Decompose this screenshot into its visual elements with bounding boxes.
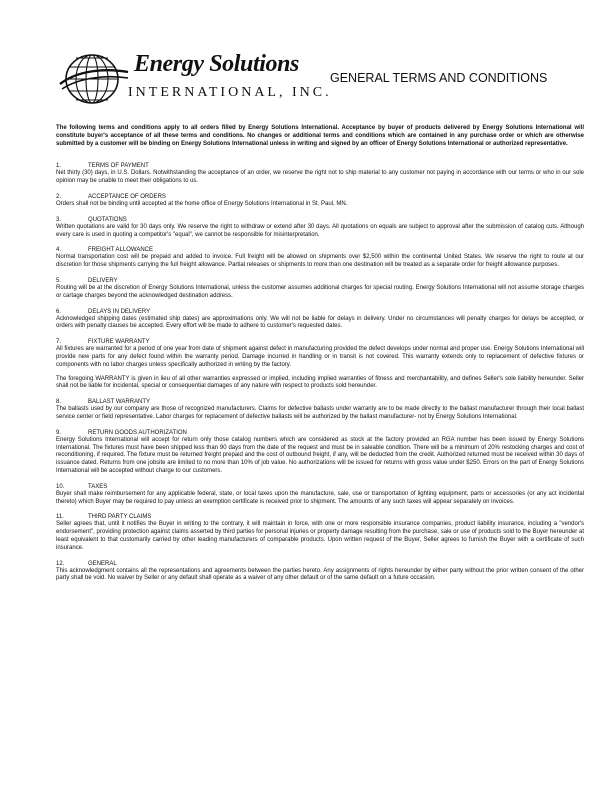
logo-subtitle: INTERNATIONAL, INC.	[128, 85, 332, 100]
section-heading	[56, 308, 584, 316]
section-body: This acknowledgment contains all the representations and agreements between the parties hereto. Any assignments of rights hereunder by either party without the prior written consent of the other party shall be void. No waiver by Seller or any default shall operate as a waiver of any other default or of the same default on a future occasion.	[56, 567, 584, 582]
section-terms-of-payment	[56, 162, 584, 186]
section-body: Energy Solutions International will accept for return only those catalog numbers which are considered as stock at the factory provided an RGA number has been issued by Energy Solutions International. The fixtures must have been shipped less than 90 days from the date of the request and must be in saleable condition. There will be a minimum of 20% restocking charges and cost of reconditioning, if required. The fixture must be returned freight prepaid and the cost of outbound freight, if any, will be deducted from the credit. Authorized returned must be received within 30 days of issuance dated. Returns from one jobsite are limited to no more than 10% of job value. No authorizations will be issued for returns with gross value under $250. Errors on the part of Energy Solutions International will be accepted without charge to our customers.	[56, 436, 584, 474]
section-number: 5.	[56, 277, 62, 284]
terms-content	[56, 125, 584, 590]
section-third-party-claims	[56, 513, 584, 552]
section-number: 9.	[56, 429, 62, 436]
section-number: 4.	[56, 247, 62, 254]
section-title: BALLAST WARRANTY	[88, 399, 151, 406]
section-body: Seller agrees that, until it notifies the Buyer in writing to the contrary, it will maintain in force, with one or more responsible insurance companies, product liability insurance, including a "vendor's endorsement", providing protection against claims asserted by third parties for personal injuries or property damage resulting from the purchase, sale or use of products sold to the Buyer hereunder at least equivalent to that customarily carried by other leading manufacturers of comparable products. Upon written request of the Buyer, Seller agrees to furnish the Buyer with a certificate of such insurance.	[56, 521, 584, 551]
section-number: 1.	[56, 163, 62, 170]
company-logo	[58, 50, 332, 110]
section-number: 7.	[56, 339, 62, 346]
section-delivery	[56, 277, 584, 301]
section-delays-in-delivery	[56, 308, 584, 332]
section-general	[56, 560, 584, 584]
section-heading	[56, 193, 584, 201]
section-number: 2.	[56, 193, 62, 200]
document-title: GENERAL TERMS AND CONDITIONS	[330, 71, 548, 85]
section-body: Written quotations are valid for 30 days only. We reserve the right to withdraw or extend after 30 days. All quotations on equals are subject to approval after the submission of catalog cuts. Although every care is used in quoting a competitor's "equal", we cannot be responsible for misinterpretation.	[56, 223, 584, 238]
section-heading	[56, 277, 584, 285]
logo-name: Energy Solutions	[134, 51, 299, 77]
section-title: QUOTATIONS	[88, 216, 127, 223]
section-heading	[56, 429, 584, 437]
section-heading	[56, 560, 584, 568]
section-body: All fixtures are warranted for a period of one year from date of shipment against defect in manufacturing provided the defect develops under normal and proper use. Energy Solutions International will provide new parts for any defect found within the warranty period. Damage incurred in handling or in transit is not covered. This warranty extends only to replacement of defective fixtures or components with no labor charges unless specifically authorized in writing by the factory.	[56, 346, 584, 368]
section-body: Routing will be at the discretion of Energy Solutions International, unless the customer assumes additional charges for special routing. Energy Solutions International will not assume storage charges or cartage charges beyond the acknowledged destination address.	[56, 284, 584, 299]
section-fixture-warranty	[56, 338, 584, 391]
section-title: DELAYS IN DELIVERY	[88, 308, 151, 315]
section-number: 8.	[56, 399, 62, 406]
section-number: 6.	[56, 308, 62, 315]
section-heading	[56, 338, 584, 346]
section-heading	[56, 513, 584, 521]
section-number: 3.	[56, 216, 62, 223]
section-heading	[56, 398, 584, 406]
globe-icon	[58, 50, 130, 108]
section-body: The ballasts used by our company are those of recognized manufacturers. Claims for defective ballasts under warranty are to be made directly to the ballast manufacturer through their local ballast service center or field representative. Labor charges for replacement of defective ballasts will be authorized by the ballast manufacturer- not by Energy Solutions International.	[56, 406, 584, 420]
section-quotations	[56, 216, 584, 240]
section-ballast-warranty	[56, 398, 584, 422]
section-heading	[56, 216, 584, 224]
section-body: Buyer shall make reimbursement for any applicable federal, state, or local taxes upon the manufacture, sale, use or transportation of lighting equipment, parts or accessories (or any act incidental thereto) which Buyer may be required to pay unless an exemption certificate is received prior to shipment. The amounts of any such taxes will appear separately on invoices.	[56, 490, 584, 505]
section-body: Orders shall not be binding until accepted at the home office of Energy Solutions International in St. Paul, MN.	[56, 200, 348, 207]
section-body: Normal transportation cost will be prepaid and added to invoice. Full freight will be allowed on shipments over $2,500 within the continental United States. We reserve the right to route at our discretion for those shipments carrying the full freight allowance. Partial releases or shipments to more than one destination will be treated as a separate order for freight allowance purposes.	[56, 254, 584, 269]
section-heading	[56, 162, 584, 170]
section-title: DELIVERY	[88, 277, 118, 284]
section-title: GENERAL	[88, 560, 117, 567]
section-taxes	[56, 483, 584, 507]
section-title: TERMS OF PAYMENT	[88, 163, 149, 170]
intro-paragraph: The following terms and conditions apply to all orders filled by Energy Solutions International. Acceptance by buyer of products delivered by Energy Solutions International will constitute buyer's acceptance of all these terms and conditions. No changes or additional terms and conditions which are contained in any purchase order or which are otherwise submitted by a customer will be binding on Energy Solutions International unless in writing and signed by an officer of Energy Solutions International or authorized representative.	[56, 125, 584, 147]
section-heading	[56, 246, 584, 254]
section-body: Acknowledged shipping dates (estimated ship dates) are approximations only. We will not be liable for delays in delivery. Under no circumstances will penalty charges for delays be accepted, or orders with penalty clauses be accepted. Every effort will be made to adhere to customer's requested dates.	[56, 315, 584, 330]
warranty-disclaimer: The foregoing WARRANTY is given in lieu of all other warranties expressed or implied, including implied warranties of fitness and merchantability, and defines Seller's sole liability hereunder. Seller shall not be liable for incidental, special or consequential damages of any nature with respect to products sold hereunder.	[56, 375, 584, 390]
section-heading	[56, 483, 584, 491]
section-title: THIRD PARTY CLAIMS	[88, 514, 152, 521]
section-body: Net thirty (30) days, in U.S. Dollars. Notwithstanding the acceptance of an order, we reserve the right not to ship material to any customer not paying in accordance with our terms or who in our sole opinion may be unable to meet their obligations to us.	[56, 170, 584, 185]
section-title: TAXES	[88, 483, 108, 490]
section-return-goods-authorization	[56, 429, 584, 476]
section-acceptance-of-orders	[56, 193, 584, 209]
section-title: RETURN GOODS AUTHORIZATION	[88, 429, 187, 436]
section-title: FREIGHT ALLOWANCE	[88, 247, 154, 254]
section-number: 11.	[56, 514, 64, 521]
section-title: ACCEPTANCE OF ORDERS	[88, 193, 166, 200]
section-freight-allowance	[56, 246, 584, 270]
section-title: FIXTURE WARRANTY	[88, 339, 150, 346]
section-number: 10.	[56, 483, 65, 490]
section-number: 12.	[56, 560, 65, 567]
